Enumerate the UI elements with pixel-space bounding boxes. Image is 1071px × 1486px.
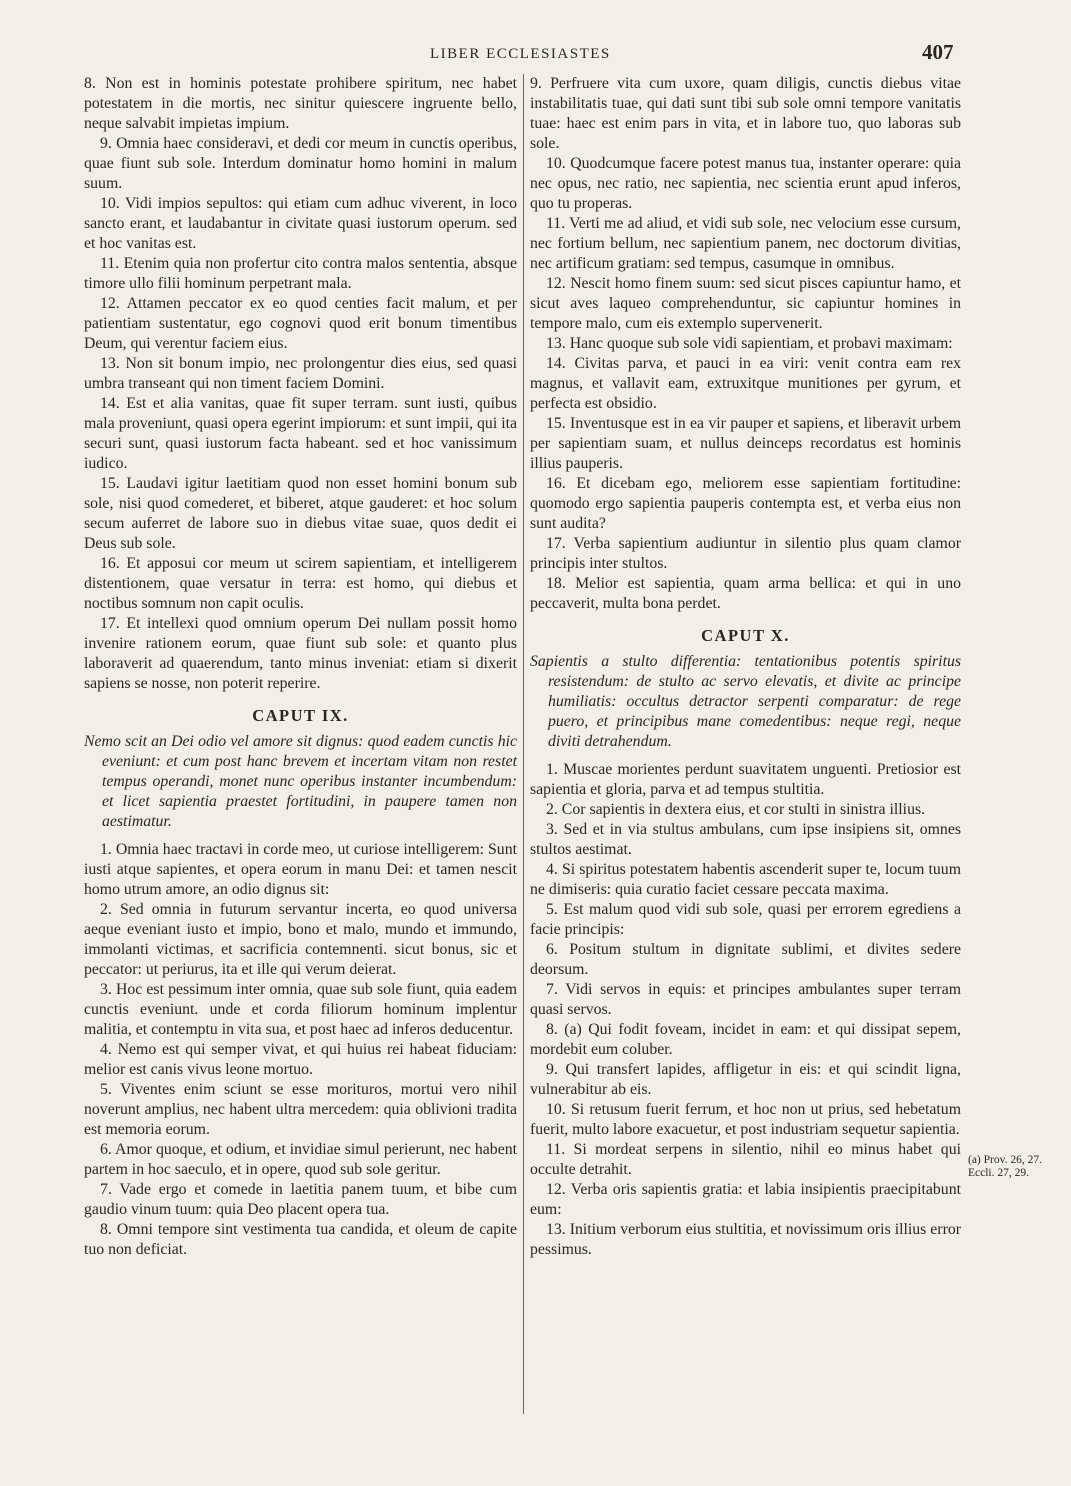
verse: 5. Est malum quod vidi sub sole, quasi per errorem egrediens a facie principis: (530, 901, 961, 938)
verse: 11. Si mordeat serpens in silentio, nihil eo minus habet qui occulte detrahit. (530, 1141, 961, 1178)
running-head (0, 40, 1071, 68)
verse: 13. Hanc quoque sub sole vidi sapientiam, et probavi maximam: (546, 335, 953, 352)
verse: 2. Cor sapientis in dextera eius, et cor stulti in sinistra illius. (546, 801, 926, 818)
verse: 5. Viventes enim sciunt se esse morituros, mortui vero nihil noverunt amplius, nec habent ultra mercedem: quia oblivioni tradita est memoria eorum. (84, 1081, 517, 1138)
verse: 8. (a) Qui fodit foveam, incidet in eam: et qui dissipat sepem, mordebit eum coluber. (530, 1021, 961, 1058)
verse: 14. Civitas parva, et pauci in ea viri: venit contra eam rex magnus, et vallavit eam, extruxitque munitiones per gyrum, et perfecta est obsidio. (530, 355, 961, 412)
chapter-heading: CAPUT IX. (252, 706, 349, 725)
verse: 16. Et apposui cor meum ut scirem sapientiam, et intelligerem distentionem, quae versatur in terra: est homo, qui diebus et noctibus somnum non capit oculis. (84, 555, 517, 612)
left-column (84, 74, 517, 1414)
margin-note: (a) Prov. 26, 27. Eccli. 27, 29. (968, 1154, 1042, 1179)
verse: 3. Hoc est pessimum inter omnia, quae sub sole fiunt, quia eadem cunctis eveniunt. unde et corda filiorum hominum implentur malitia, et contemptu in vita sua, et post haec ad inferos deducentur. (84, 981, 517, 1038)
verse: 12. Verba oris sapientis gratia: et labia insipientis praecipitabunt eum: (530, 1181, 961, 1218)
verse: 6. Positum stultum in dignitate sublimi, et divites sedere deorsum. (530, 941, 961, 978)
page-number: 407 (922, 40, 954, 64)
verse: 3. Sed et in via stultus ambulans, cum ipse insipiens sit, omnes stultos aestimat. (530, 821, 961, 858)
verse: 7. Vidi servos in equis: et principes ambulantes super terram quasi servos. (530, 981, 961, 1018)
verse: 10. Vidi impios sepultos: qui etiam cum adhuc viverent, in loco sancto erant, et laudabantur in civitate quasi iustorum operum. sed et hoc vanitas est. (84, 195, 517, 252)
verse: 11. Verti me ad aliud, et vidi sub sole, nec velocium esse cursum, nec fortium bellum, nec sapientium panem, nec doctorum divitias, nec artificum gratiam: sed tempus, casumque in omnibus. (530, 215, 961, 272)
column-divider (523, 74, 524, 1414)
verse: 4. Si spiritus potestatem habentis ascenderit super te, locum tuum ne dimiseris: quia curatio faciet cessare peccata maxima. (530, 861, 961, 898)
verse: 16. Et dicebam ego, meliorem esse sapientiam fortitudine: quomodo ergo sapientia pauperis contempta est, et verba eius non sunt audita? (530, 475, 961, 532)
verse: 12. Nescit homo finem suum: sed sicut pisces capiuntur hamo, et sicut aves laqueo comprehenduntur, sic capiuntur homines in tempore malo, cum eis extemplo supervenerit. (530, 275, 961, 332)
chapter-summary: Nemo scit an Dei odio vel amore sit dignus: quod eadem cunctis hic eveniunt: et cum post hanc brevem et incertam vitam non restet tempus operandi, monet nunc operibus instanter incumbendum: et licet sapientia praestet fortitudini, in paupere tamen non aestimatur. (84, 733, 517, 830)
verse: 9. Qui transfert lapides, affligetur in eis: et qui scindit ligna, vulnerabitur ab eis. (530, 1061, 961, 1098)
verse: 4. Nemo est qui semper vivat, et qui huius rei habeat fiduciam: melior est canis vivus leone mortuo. (84, 1041, 517, 1078)
verse: 9. Omnia haec consideravi, et dedi cor meum in cunctis operibus, quae fiunt sub sole. Interdum dominatur homo homini in malum suum. (84, 135, 517, 192)
verse: 13. Non sit bonum impio, nec prolongentur dies eius, sed quasi umbra transeant qui non timent faciem Domini. (84, 355, 517, 392)
chapter-heading: CAPUT X. (701, 626, 790, 645)
verse: 10. Quodcumque facere potest manus tua, instanter operare: quia nec opus, nec ratio, nec sapientia, nec scientia erunt apud inferos, quo tu properas. (530, 155, 961, 212)
verse: 10. Si retusum fuerit ferrum, et hoc non ut prius, sed hebetatum fuerit, multo labore exacuetur, et post industriam sequetur sapientia. (530, 1101, 961, 1138)
verse: 11. Etenim quia non profertur cito contra malos sententia, absque timore ullo filii hominum perpetrant mala. (84, 255, 517, 292)
verse: 17. Et intellexi quod omnium operum Dei nullam possit homo invenire rationem eorum, quae fiunt sub sole: et quanto plus laboraverit ad quaerendum, tanto minus inveniat: etiam si dixerit sapiens se nosse, non poterit reperire. (84, 615, 517, 692)
verse: 13. Initium verborum eius stultitia, et novissimum oris illius error pessimus. (530, 1221, 961, 1258)
verse: 18. Melior est sapientia, quam arma bellica: et qui in uno peccaverit, multa bona perdet. (530, 575, 961, 612)
verse: 9. Perfruere vita cum uxore, quam diligis, cunctis diebus vitae instabilitatis tuae, qui dati sunt tibi sub sole omni tempore vanitatis tuae: haec est enim pars in vita, et in labore tuo, quo laboras sub sole. (530, 75, 961, 152)
verse: 15. Laudavi igitur laetitiam quod non esset homini bonum sub sole, nisi quod comederet, et biberet, atque gauderet: et hoc solum secum auferret de labore suo in diebus vitae suae, quos dedit ei Deus sub sole. (84, 475, 517, 552)
verse: 8. Non est in hominis potestate prohibere spiritum, nec habet potestatem in die mortis, nec sinitur quiescere ingruente bello, neque salvabit impietas impium. (84, 75, 517, 132)
right-column (530, 74, 961, 1414)
verse: 6. Amor quoque, et odium, et invidiae simul perierunt, nec habent partem in hoc saeculo, et in opere, quod sub sole geritur. (84, 1141, 517, 1178)
verse: 2. Sed omnia in futurum servantur incerta, eo quod universa aeque eveniant iusto et impio, bono et malo, mundo et immundo, immolanti victimas, et sacrificia contemnenti. sicut bonus, sic et peccator: ut periurus, ita et ille qui verum deierat. (84, 901, 517, 978)
verse: 1. Omnia haec tractavi in corde meo, ut curiose intelligerem: Sunt iusti atque sapientes, et opera eorum in manu Dei: et tamen nescit homo utrum amore, an odio dignus sit: (84, 841, 517, 898)
verse: 15. Inventusque est in ea vir pauper et sapiens, et liberavit urbem per sapientiam suam, et nullus deinceps recordatus est hominis illius pauperis. (530, 415, 961, 472)
chapter-summary: Sapientis a stulto differentia: tentationibus potentis spiritus resistendum: de stulto ac servo elevatis, et divite ac principe humiliatis: occultus detractor serpenti comparatur: de rege puero, et principibus mane comedentibus: neque regi, neque diviti detrahendum. (530, 653, 961, 750)
verse: 7. Vade ergo et comede in laetitia panem tuum, et bibe cum gaudio vinum tuum: quia Deo placent opera tua. (84, 1181, 517, 1218)
verse: 8. Omni tempore sint vestimenta tua candida, et oleum de capite tuo non deficiat. (84, 1221, 517, 1258)
verse: 17. Verba sapientium audiuntur in silentio plus quam clamor principis inter stultos. (530, 535, 961, 572)
verse: 12. Attamen peccator ex eo quod centies facit malum, et per patientiam sustentatur, ego cognovi quod erit bonum timentibus Deum, qui verentur faciem eius. (84, 295, 517, 352)
verse: 14. Est et alia vanitas, quae fit super terram. sunt iusti, quibus mala proveniunt, quasi opera egerint impiorum: et sunt impii, qui ita securi sunt, quasi iustorum facta habeant. sed et hoc vanissimum iudico. (84, 395, 517, 472)
verse: 1. Muscae morientes perdunt suavitatem unguenti. Pretiosior est sapientia et gloria, parva et ad tempus stultitia. (530, 761, 961, 798)
running-title: LIBER ECCLESIASTES (430, 46, 611, 62)
